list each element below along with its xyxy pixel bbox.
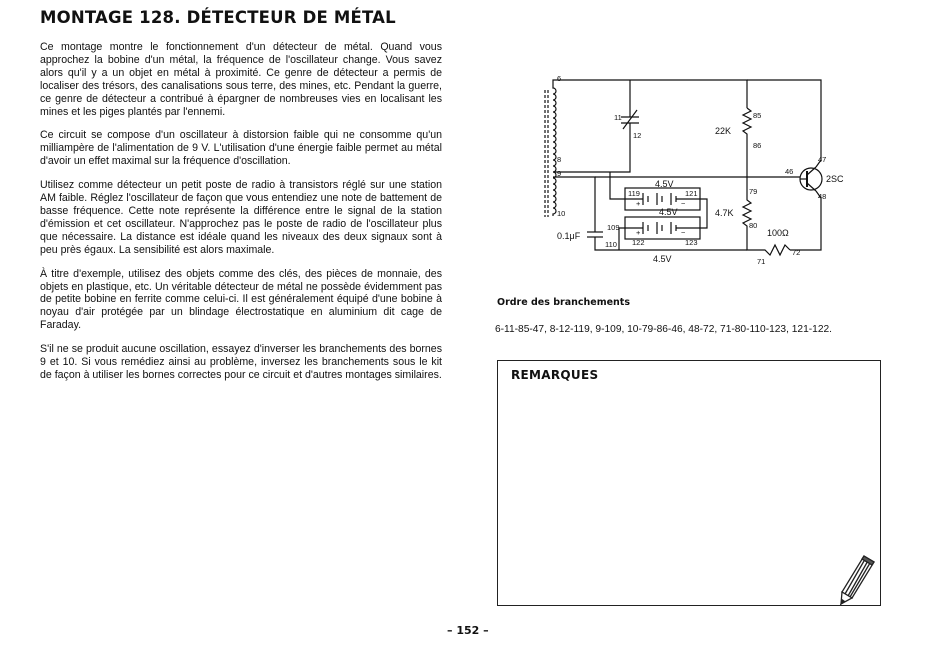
paragraph-example: À titre d'exemple, utilisez des objets comme des clés, des pièces de monnaie, des objets en plastique, etc. Un véritable détecteur de métal ne possède évidemment pas de petite bobine en ferrite comme celui-ci. Il est généralement équipé d'une bobine à noyau d'air protégée par un blindage électrostatique en aluminium dit cage de Faraday. <box>40 267 442 332</box>
battery-plus-top: + <box>636 199 641 208</box>
battery-total-label: 4.5V <box>653 254 672 264</box>
transistor-label: 2SC <box>826 174 844 184</box>
terminal-12: 12 <box>633 131 642 140</box>
body-text <box>40 41 442 393</box>
page-title: MONTAGE 128. DÉTECTEUR DE MÉTAL <box>40 8 396 27</box>
connections-heading: Ordre des branchements <box>497 297 630 308</box>
pencil-icon <box>836 554 876 606</box>
remarks-box <box>497 360 881 606</box>
paragraph-intro: Ce montage montre le fonctionnement d'un détecteur de métal. Quand vous approchez la bobine d'un métal, la fréquence de l'oscillateur change. Vous savez alors qu'il y a un objet en métal à proximité. Ce genre de détecteur a permis de localiser des trésors, des canalisations sous terre, des mines, etc. Pendant la guerre, ce genre de détecteur a contribué à épargner de nombreuses vies en localisant les mines et les piges plantés par l'ennemi. <box>40 41 442 118</box>
coil-icon <box>553 84 556 216</box>
terminal-72: 72 <box>792 248 801 257</box>
page-number: – 152 – <box>447 624 489 637</box>
terminal-123: 123 <box>685 238 698 247</box>
terminal-79: 79 <box>749 187 758 196</box>
terminal-122: 122 <box>632 238 645 247</box>
schematic-svg <box>535 72 860 267</box>
terminal-10: 10 <box>557 209 566 218</box>
remarks-title: REMARQUES <box>511 368 599 382</box>
battery-plus-bottom: + <box>636 228 641 237</box>
terminal-85: 85 <box>753 111 762 120</box>
resistor-4-7k-label: 4.7K <box>715 208 734 218</box>
capacitor-label: 0.1μF <box>557 231 581 241</box>
battery-top-label: 4.5V <box>655 179 674 189</box>
paragraph-detector: Utilisez comme détecteur un petit poste de radio à transistors réglé sur une station AM faible. Réglez l'oscillateur de façon que vous entendiez une note de battement de basse fréquence. Cette note représente la différence entre le signal de la station d'émission et cet oscillateur. N'approchez pas le poste de radio de l'oscillateur plus que nécessaire. La distance est idéale quand les niveaux des deux signaux sont à peu près égaux. La sensibilité est alors maximale. <box>40 179 442 256</box>
paragraph-circuit: Ce circuit se compose d'un oscillateur à distorsion faible qui ne consomme qu'un milliampère de l'alimentation de 9 V. L'utilisation d'une énergie faible permet au métal d'avoir un effet maximal sur la fréquence d'oscillation. <box>40 129 442 168</box>
paragraph-troubleshoot: S'il ne se produit aucune oscillation, essayez d'inverser les branchements des bornes 9 et 10. Si vous remédiez ainsi au problème, inversez les branchements sous le kit de façon à utiliser les bornes correctes pour ce circuit et d'autres montages similaires. <box>40 343 442 381</box>
battery-minus-bottom: − <box>681 228 686 237</box>
terminal-8: 8 <box>557 155 562 164</box>
resistor-22k-label: 22K <box>715 126 732 136</box>
terminal-110: 110 <box>605 240 617 249</box>
terminal-46: 46 <box>785 167 794 176</box>
resistor-icon <box>743 108 751 144</box>
terminal-11: 11 <box>614 113 622 122</box>
terminal-71: 71 <box>757 257 766 266</box>
terminal-119: 119 <box>628 189 640 198</box>
terminal-47: 47 <box>818 155 827 164</box>
battery-minus-top: − <box>681 199 686 208</box>
resistor-100-label: 100Ω <box>767 228 789 238</box>
terminal-86: 86 <box>753 141 762 150</box>
terminal-80: 80 <box>749 221 758 230</box>
terminal-109: 109 <box>607 223 620 232</box>
terminal-48: 48 <box>818 192 827 201</box>
terminal-121: 121 <box>685 189 698 198</box>
terminal-9: 9 <box>557 169 562 178</box>
terminal-6: 6 <box>557 74 562 83</box>
battery-bottom-label: 4.5V <box>659 207 678 217</box>
connections-sequence: 6-11-85-47, 8-12-119, 9-109, 10-79-86-46, 48-72, 71-80-110-123, 121-122. <box>495 324 832 335</box>
circuit-schematic <box>535 72 860 267</box>
